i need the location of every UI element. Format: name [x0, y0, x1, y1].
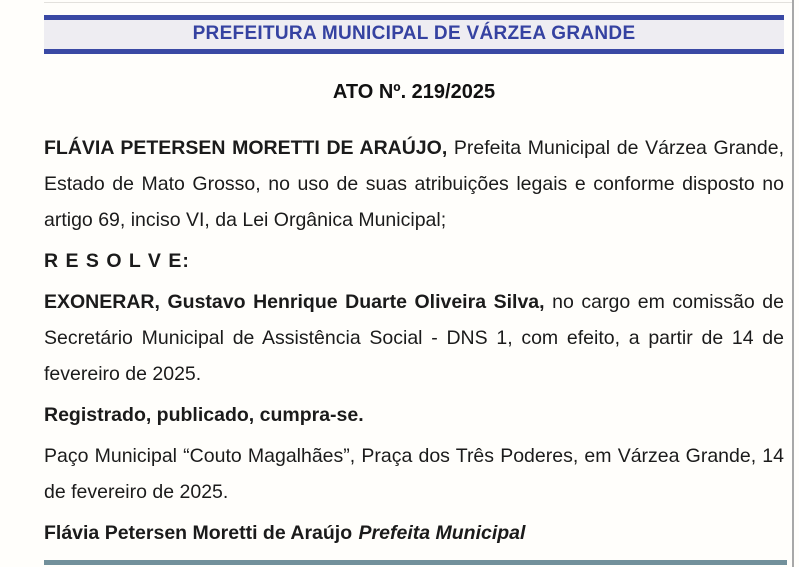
signature-line — [44, 515, 784, 551]
document-page — [44, 15, 784, 565]
mayor-name-lead: FLÁVIA PETERSEN MORETTI DE ARAÚJO, — [44, 137, 448, 159]
page-right-edge — [792, 0, 794, 567]
bottom-divider — [44, 560, 787, 565]
header-title: PREFEITURA MUNICIPAL DE VÁRZEA GRANDE — [192, 23, 636, 44]
resolve-heading: R E S O L V E: — [44, 250, 190, 272]
exonerate-lead: EXONERAR, Gustavo Henrique Duarte Oliveira Silva, — [44, 291, 545, 313]
act-number-title: ATO Nº. 219/2025 — [332, 81, 496, 103]
place-date-paragraph: Paço Municipal “Couto Magalhães”, Praça dos Três Poderes, em Várzea Grande, 14 de fevereiro de 2025. — [44, 445, 784, 503]
exonerate-paragraph — [44, 284, 784, 392]
signature-title: Prefeita Municipal — [358, 522, 526, 544]
preamble-text: Prefeita Municipal de Várzea Grande, Estado de Mato Grosso, no uso de suas atribuições legais e conforme disposto no artigo 69, inciso VI, da Lei Orgânica Municipal; — [44, 137, 784, 231]
page-top-edge — [44, 2, 793, 3]
exonerate-text: no cargo em comissão de Secretário Municipal de Assistência Social - DNS 1, com efeito, a partir de 14 de fevereiro de 2025. — [44, 291, 784, 385]
signature-name: Flávia Petersen Moretti de Araújo — [44, 522, 353, 544]
register-line: Registrado, publicado, cumpra-se. — [44, 404, 364, 426]
preamble-paragraph — [44, 130, 784, 238]
header-banner — [44, 15, 784, 54]
